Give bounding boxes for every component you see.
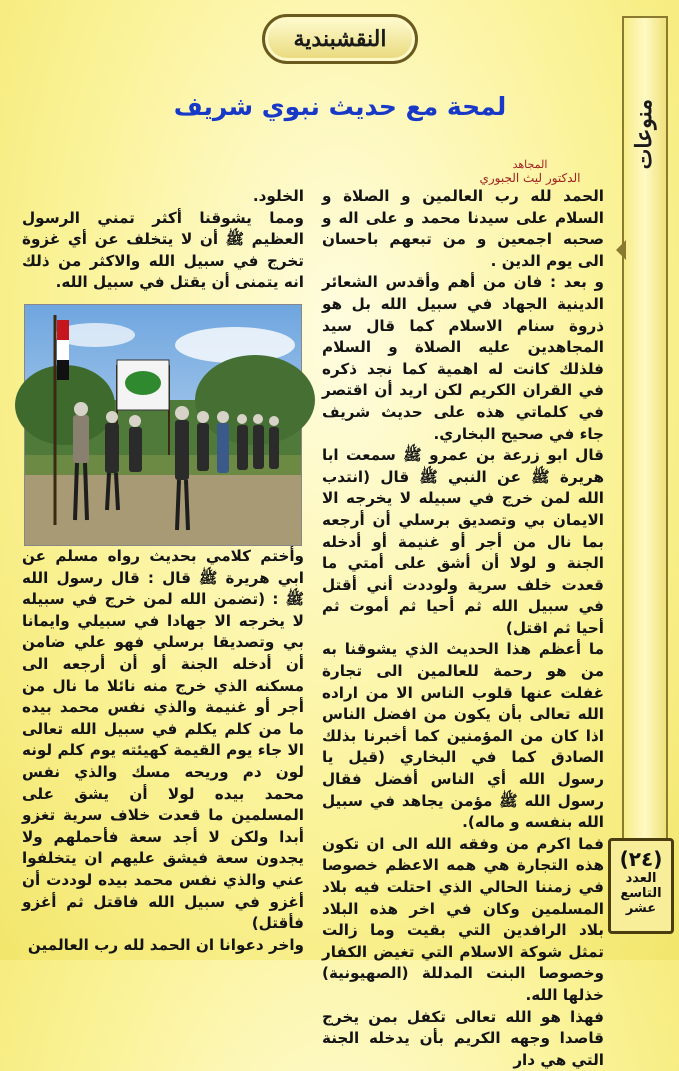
author-title: المجاهد <box>512 158 548 171</box>
author-block <box>470 158 590 185</box>
paragraph: واخر دعوانا ان الحمد لله رب العالمين <box>27 935 304 954</box>
right-column <box>322 186 604 1069</box>
issue-label-2: التاسع <box>620 886 662 901</box>
paragraph: وأختم كلامي بحديث رواه مسلم عن ابي هريرة ﷺ قال : قال رسول الله ﷺ : (تضمن الله لمن خرج في سبيله لا يخرجه الا جهادا في سبيلي وايمانا بي وتصديقا برسلي فهو علي ضامن أن أدخله الجنة أو أن أرجعه الى مسكنه الذي خرج منه نائلا ما نال من أجر أو غنيمة والذي نفس محمد بيده ما من كلم يكلم في سبيل الله تعالى الا جاء يوم القيمة كهيئته يوم كلم لونه لون دم وريحه مسك والذي نفس محمد بيده لولا أن يشق على المسلمين ما قعدت خلاف سرية تغزو أبدا ولكن لا أجد سعة فأحملهم ولا يجدون سعة فيشق عليهم ان يتخلفوا عني والذي نفس محمد بيده لوددت أن أغزو في سبيل الله فاقتل ثم أغزو فأقتل) <box>22 547 304 933</box>
paragraph: الحمد لله رب العالمين و الصلاة و السلام على سيدنا محمد و على اله و صحبه اجمعين و من تبعهم باحسان الى يوم الدين . <box>322 187 604 270</box>
section-label <box>626 64 662 204</box>
photo-illustration <box>25 305 301 545</box>
article-photo <box>24 304 302 546</box>
page-number: (٢٤) <box>619 847 663 871</box>
side-notch-decoration <box>616 240 626 260</box>
author-name: الدكتور ليث الجبوري <box>479 171 581 185</box>
article-title: لمحة مع حديث نبوي شريف <box>173 92 507 121</box>
paragraph: فما اكرم من وفقه الله الى ان تكون هذه التجارة هي همه الاعظم خصوصا في زمننا الحالي الذي احتلت فيه بلاد المسلمين وكان في اخر هذه البلاد بلاد الرافدين التي بقيت وما زالت تمثل شوكة الاسلام التي تغيض الكفار وخصوصا البنت المدللة (الصهيونية) خذلها الله. <box>322 834 604 1004</box>
magazine-name-badge <box>262 14 418 64</box>
page-number-box <box>608 838 674 934</box>
magazine-name: النقشبندية <box>293 26 387 52</box>
left-column-bottom <box>22 546 304 956</box>
paragraph: ومما يشوقنا أكثر تمني الرسول العظيم ﷺ أن لا يتخلف عن أي غزوة تخرج في سبيل الله والاكثر من ذلك انه يتمنى أن يقتل في سبيل الله. <box>22 208 304 292</box>
paragraph: الخلود. <box>252 187 304 205</box>
paragraph: و بعد : فان من أهم وأقدس الشعائر الدينية الجهاد في سبيل الله بل هو ذروة سنام الاسلام كما قال سيد المجاهدين عليه الصلاة و السلام فلذلك كانت له اهمية كما نجد ذكره في القران الكريم لكن اريد أن اقتصر في كلماتي هذه على حديث شريف جاء في صحيح البخاري. <box>322 273 604 443</box>
paragraph: فهذا هو الله تعالى تكفل بمن يخرج قاصدا وجهه الكريم بأن يدخله الجنة التي هي دار <box>322 1007 604 1069</box>
issue-label-3: عشر <box>625 901 657 916</box>
section-label-text: منوعات <box>631 98 657 170</box>
paragraph: ما أعظم هذا الحديث الذي يشوقنا به من هو رحمة للعالمين الى تجارة غفلت عنها قلوب الناس الا من اراده الله تعالى بأن يكون من افضل الناس اذا كان من المؤمنين كما أخبرنا بذلك الصادق كما في البخاري (قيل يا رسول الله أي الناس أفضل فقال رسول الله ﷺ مؤمن يجاهد في سبيل الله بنفسه و ماله). <box>322 640 604 832</box>
issue-label-1: العدد <box>625 871 657 886</box>
paragraph: قال ابو زرعة بن عمرو ﷺ سمعت ابا هريرة ﷺ عن النبي ﷺ قال (انتدب الله لمن خرج في سبيله لا يخرجه الا الايمان بي وتصديق برسلي أن أرجعه بما نال من أجر أو غنيمة أو أدخله الجنة و لولا أن أشق على أمتي ما قعدت خلف سرية ولوددت أني أقتل في سبيل الله ثم أحيا ثم أموت ثم أحيا ثم اقتل) <box>322 446 604 637</box>
left-column-top <box>22 186 304 294</box>
